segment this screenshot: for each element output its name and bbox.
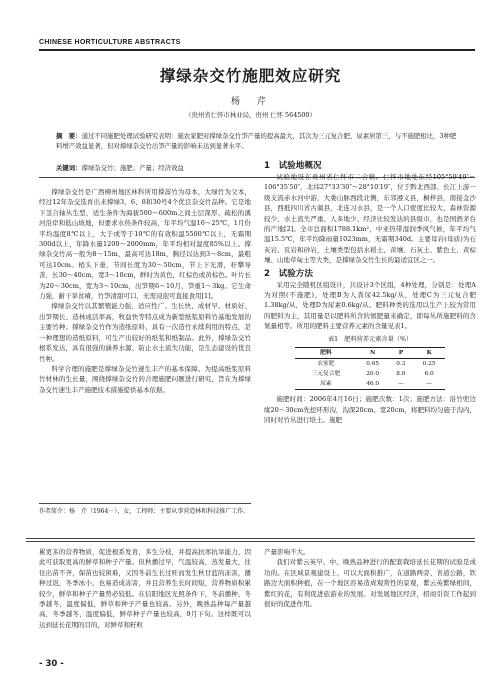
table-header: K — [413, 348, 445, 359]
table-row — [295, 379, 445, 390]
author: 杨 芹 — [230, 97, 270, 107]
table-cell: 农家肥 — [317, 360, 335, 367]
section-paragraph: 试验地设在贵州省仁怀市二合镇。仁怀市地处东经105°59′49″～106°35′50″，北纬27°33′30″～28°10′19″，位于黔北西部、长江上游一级支流赤水河中游，大娄山脉西段北侧，东邻遵义县，桐梓县，南接金沙县，西抵四川省古蔺县，北连习水县，是一个人口密度比较大、森林资源较少、水土流失严重、人多地少、经济比较发达的县级市，也是国酒茅台的产地[2]。全市总面积1788.1km²，中亚热带湿润季风气候，年平均气温15.5℃，年平均降雨量1023mm，无霜期340d。主要母岩(母质)为石灰岩、页岩和砂岩，土壤类型包括水稻土、黄壤、石灰土、紫色土、黄棕壤、山地草甸土等大类，是撑绿杂交竹生长的最适宜区之一。 — [264, 173, 476, 265]
bottom-right-column — [264, 547, 476, 609]
table-cell: 8.0 — [396, 370, 406, 377]
page-number: - 30 - — [39, 659, 64, 669]
fertilizer-table — [295, 347, 445, 390]
section-paragraph: 施肥时间：2006年4月16日；施肥次数：1次；施肥方法：沿竹兜边缘20～30cm先挖环形沟，沟深20cm、宽20cm，将肥料均匀施于沟内，同时对竹丛进行培土。施肥 — [264, 395, 476, 424]
intro-paragraph: 科学合理的施肥是撑绿杂交竹速生丰产的基本保障。为提高纸浆原料竹材林的生长量，围绕撑绿杂交竹的合理施肥问题进行研究，旨在为撑绿杂交竹速生丰产施肥技术措施提供基本依据。 — [39, 364, 251, 394]
left-column — [39, 187, 251, 395]
journal-header: CHINESE HORTICULTURE ABSTRACTS — [39, 39, 181, 46]
table-cell: 6.0 — [424, 370, 434, 377]
table-caption: 表1 肥料营养元素含量（%） — [327, 335, 413, 343]
table-header: P — [389, 348, 414, 359]
intro-paragraph: 撑绿杂交竹以其繁殖能力强、适应性广、生长快、成材早、材质好、出笋期长、造林成活率高，牧益快等特点成为新型纸浆原料竹基地发展的主要竹种。撑绿杂交竹作为造纸原料，具有一次造竹永续利用的特点，是一种理想的造纸原料，可生产出较好的纸浆和纸制品。此外，撑绿杂交竹根系发达，具有很强的涵养水源、防止水土流失功能，是生态建设的优良竹种。 — [39, 302, 251, 363]
affiliation: （贵州省仁怀市林业局，贵州 仁怀 564500） — [185, 111, 316, 119]
bottom-left-column — [39, 547, 251, 630]
keywords-text: 撑绿杂交竹；施肥；产量；经济效益 — [81, 164, 184, 172]
abstract-label: 摘 要： — [56, 132, 82, 140]
article-separator — [26, 541, 475, 542]
table-cell: — — [389, 379, 414, 390]
bottom-paragraph: 产量影响不大。 — [264, 548, 310, 556]
table-cell: 20.0 — [366, 370, 380, 377]
table-cell: 46.0 — [357, 379, 389, 390]
table-cell: 0.65 — [366, 360, 380, 367]
bottom-paragraph: 累更多的营养物质，促进根系发育，多生分枝，并提高抗寒抗旱能力，因此可获取更高的鲜草和种子产量。但秋播过早，气温较高，蒸发量大，往往出苗不齐，保苗也较困难，又因冬前生长过旺而发生秋甘蓝的冻害，播种过迟，冬季冰小，也易造成冻害，并且营养生长时间短，营养物质积累较少，鲜草和种子产量势必较低。在信阳地区光照条件下，冬前播种，冬季越冬，温度偏低，鲜草和种子产量也较高。另外，晚熟品种每产量越高，冬季越冬，温度偏低，鲜草种子产量也较高，9月下旬。这样既可以达到延长花期的目的，对鲜草和籽粒 — [39, 548, 251, 629]
header-rule — [39, 49, 475, 51]
article-title: 撑绿杂交竹施肥效应研究 — [159, 67, 342, 85]
section-heading: 1 试验地概况 — [264, 161, 322, 171]
footnote-rule — [39, 503, 251, 504]
abstract-text: 通过不同施肥处理试验研究表明：施农家肥对撑绿杂交竹笋产量的提高最大，其次为三元复合肥、尿素居第三，与不施肥相比，3种肥料增产效益显著，但对撑绿杂交竹出笋产量的影响未达到显著水平。 — [56, 132, 457, 150]
section-heading: 2 试验方法 — [264, 268, 313, 279]
author-footnote: 作者简介：杨 芹（1964－），女，工程师；主要从事营造林和科技推广工作。 — [39, 508, 250, 515]
intro-paragraph: 撑绿杂交竹是广西柳州地区林科所用撑蒿竹为母本，大绿竹为父本，经过12年杂交选育出来撑绿3、6、8和30号4个优良杂交竹品种。它是地下茎合轴丛生型，适生条件为海拔500～600m之间土层深厚、疏松的溪河沿岸和低山坡地，但要求水热条件较高，年平均气温16～25℃，1月份平均温度8℃以上，大于或等于10℃的有效积温5500℃以上，无霜期300d以上，年降水量1200～2000mm，年平均相对湿度85%以上。撑绿杂交竹高一般为8～15m，最高可达18m，胸径以达到3～8cm，最粗可达10cm。梢头下垂，节间长度为30～50cm，节上下光滑，秆攀导善，长30～40cm，宽3～10cm，鲜时为黄色，红棕色或黄棕色。叶片长为20～30cm，宽为3～10cm，出笋期6～10月，笋重1～3kg。它生命力强，耐干旱贫瘠，竹笋清甜可口，无需浸泡可直接食用[1]。 — [39, 188, 251, 301]
table-row — [295, 359, 445, 370]
abstract — [56, 131, 457, 151]
table-cell: 三元复合肥 — [311, 370, 341, 377]
table-cell: — — [413, 379, 445, 390]
keywords-label: 关键词： — [56, 164, 82, 172]
table-header: N — [357, 348, 389, 359]
table-header: 肥料 — [295, 348, 357, 359]
bottom-paragraph: 我们对紫云英早、中、晚熟品种进行的配套栽培延长花期的试验是成功的。在区域景观建设上，可以大面积推广，在道路两旁、省道公路，铁路边大面积种植，在一个地区容易造成观赏性的景观，紫云英紫绿相间，紫红的花，有利促进旅游业的发展。对发展地区经济，招商引资工作起到很好的促进作用。 — [264, 558, 476, 609]
table-cell: 0.25 — [422, 360, 436, 367]
table-row — [295, 369, 445, 379]
article-separator — [26, 538, 475, 539]
table-cell: 尿素 — [295, 379, 357, 390]
table-cell: 0.3 — [396, 360, 406, 367]
table-header-row — [295, 348, 445, 359]
right-column — [264, 160, 476, 425]
section-paragraph: 采用完全随机区组设计，共设计3个区组，4种处理，分别是：处理A为对照(不施肥)，处理B为人粪尿42.5kg/从，处理C为三元复合肥1.38kg/从，处理D为尿素0.6kg/从。肥料种类的选用以生产上较为常用的肥料为主，其用量是以肥料所含的氮肥量来确定，即每丛所施肥料的含氮量相等。所用的肥料主要营养元素的含量见表1。 — [264, 280, 476, 331]
